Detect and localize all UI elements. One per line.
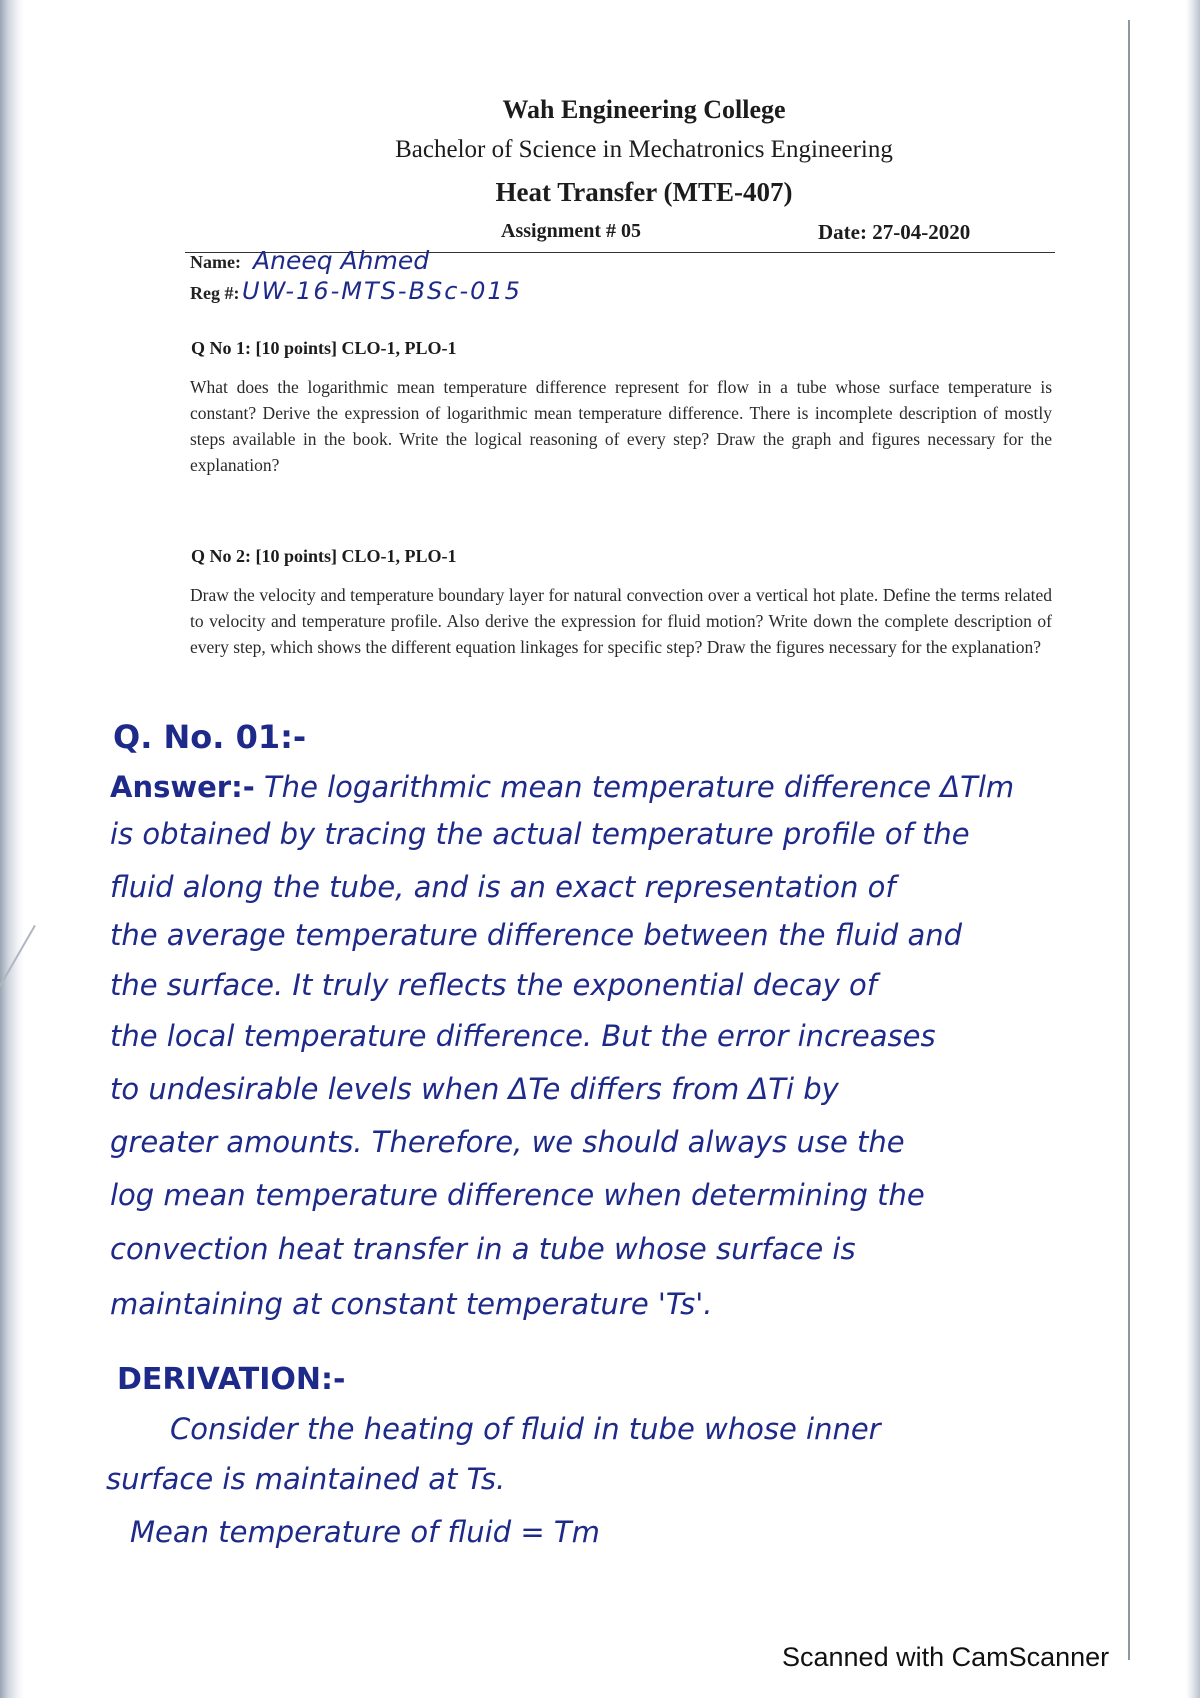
derivation-line: Mean temperature of fluid = Tm bbox=[130, 1515, 600, 1549]
assignment-number: Assignment # 05 bbox=[501, 220, 642, 242]
course-title: Heat Transfer (MTE-407) bbox=[495, 177, 793, 207]
answer-line: convection heat transfer in a tube whose surface is bbox=[110, 1232, 856, 1266]
answer-line-text: The logarithmic mean temperature difference ΔTlm bbox=[263, 770, 1015, 804]
derivation-line: surface is maintained at Ts. bbox=[106, 1462, 506, 1496]
answer-line: the average temperature difference between the fluid and bbox=[110, 918, 963, 952]
student-name: Aneeq Ahmed bbox=[253, 246, 430, 275]
question-1-text: What does the logarithmic mean temperature difference represent for flow in a tube whose surface temperature is constant? Derive the expression of logarithmic mean temperature difference. There is incomplete description of mostly steps available in the book. Write the logical reasoning of every step? Draw the graph and figures necessary for the explanation? bbox=[190, 377, 1052, 475]
reg-label: Reg #: bbox=[190, 283, 240, 303]
college-name: Wah Engineering College bbox=[502, 95, 786, 124]
student-reg-number: UW-16-MTS-BSc-015 bbox=[242, 277, 522, 305]
answer-line: log mean temperature difference when determining the bbox=[110, 1178, 925, 1212]
answer-line: the surface. It truly reflects the exponential decay of bbox=[110, 968, 877, 1002]
program-name: Bachelor of Science in Mechatronics Engineering bbox=[395, 136, 893, 163]
answer-line: is obtained by tracing the actual temperature profile of the bbox=[110, 817, 970, 851]
question-1-heading: Q No 1: [10 points] CLO-1, PLO-1 bbox=[191, 338, 457, 358]
scanner-watermark: Scanned with CamScanner bbox=[782, 1642, 1110, 1672]
derivation-line: Consider the heating of fluid in tube whose inner bbox=[170, 1412, 881, 1446]
assignment-date: Date: 27-04-2020 bbox=[818, 220, 971, 244]
name-label: Name: bbox=[190, 252, 241, 272]
answer-line: fluid along the tube, and is an exact representation of bbox=[110, 870, 896, 904]
answer-title: Q. No. 01:- bbox=[113, 718, 307, 756]
question-2-text: Draw the velocity and temperature boundary layer for natural convection over a vertical hot plate. Define the terms related to velocity and temperature profile. Also derive the expression for fluid motion? Write down the complete description of every step, which shows the different equation linkages for specific step? Draw the figures necessary for the explanation? bbox=[190, 585, 1052, 657]
answer-line: to undesirable levels when ΔTe differs from ΔTi by bbox=[110, 1072, 839, 1106]
answer-line: maintaining at constant temperature 'Ts'. bbox=[110, 1287, 713, 1321]
answer-line: greater amounts. Therefore, we should always use the bbox=[110, 1125, 905, 1159]
question-2-heading: Q No 2: [10 points] CLO-1, PLO-1 bbox=[191, 546, 457, 566]
derivation-title: DERIVATION:- bbox=[117, 1362, 346, 1397]
answer-label: Answer:- bbox=[110, 770, 255, 804]
scan-left-edge bbox=[0, 0, 24, 1698]
answer-line: the local temperature difference. But the error increases bbox=[110, 1019, 936, 1053]
